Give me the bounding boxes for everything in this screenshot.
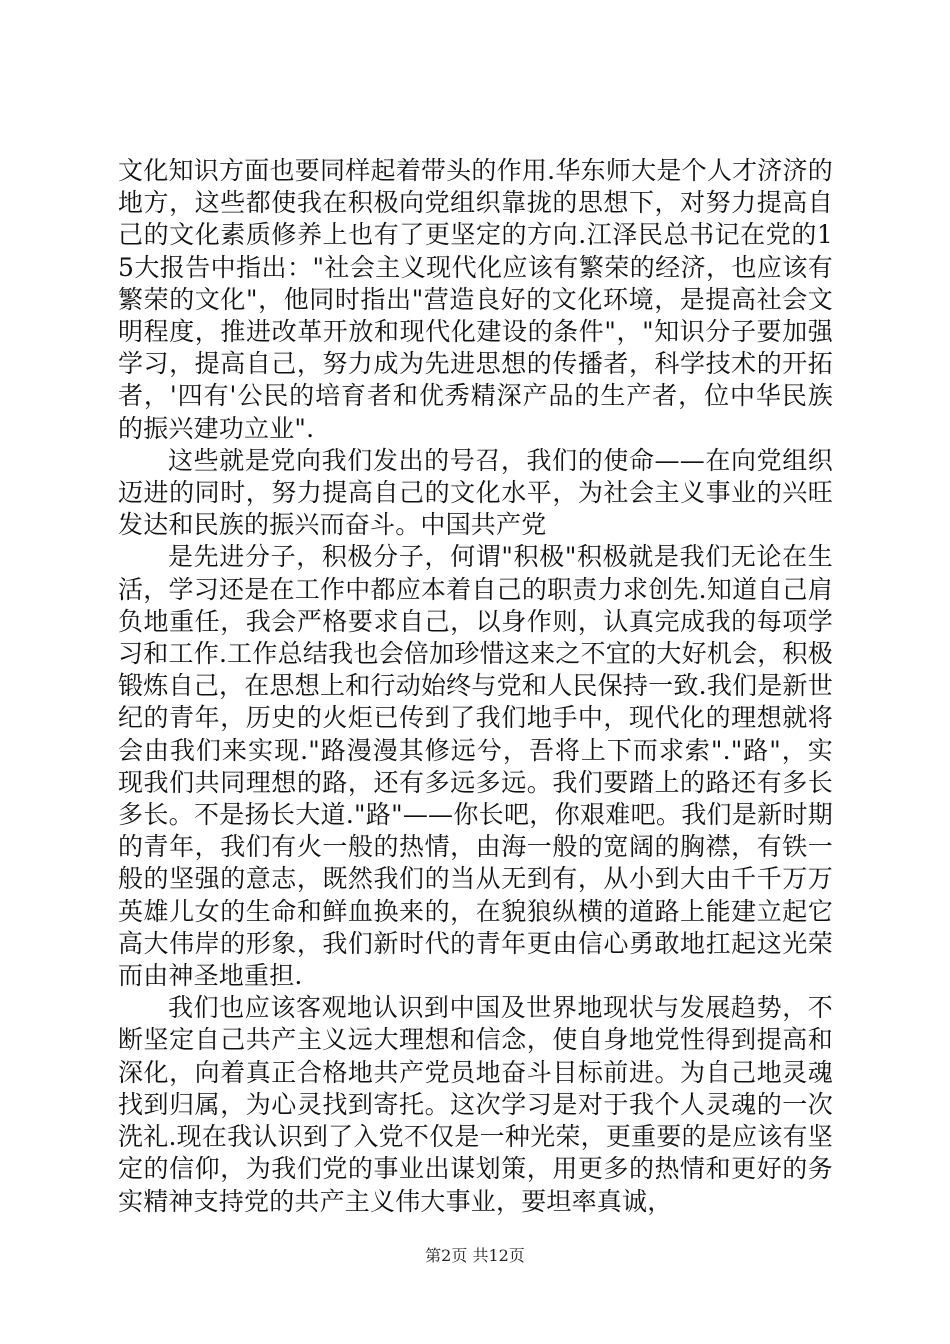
page-number-label: 第2页 共12页	[425, 1246, 525, 1265]
page-footer	[0, 1246, 950, 1266]
paragraph-4: 我们也应该客观地认识到中国及世界地现状与发展趋势，不断坚定自己共产主义远大理想和信念，使自身地党性得到提高和深化，向着真正合格地共产党员地奋斗目标前进。为自己地灵魂找到归属，为心灵找到寄托。这次学习是对于我个人灵魂的一次洗礼.现在我认识到了入党不仅是一种光荣，更重要的是应该有坚定的信仰，为我们党的事业出谋划策，用更多的热情和更好的务实精神支持党的共产主义伟大事业，要坦率真诚，	[118, 993, 833, 1216]
paragraph-1: 文化知识方面也要同样起着带头的作用.华东师大是个人才济济的地方，这些都使我在积极向党组织靠拢的思想下，对努力提高自己的文化素质修养上也有了更坚定的方向.江泽民总书记在党的15大报告中指出："社会主义现代化应该有繁荣的经济，也应该有繁荣的文化"，他同时指出"营造良好的文化环境，是提高社会文明程度，推进改革开放和现代化建设的条件"，"知识分子要加强学习，提高自己，努力成为先进思想的传播者，科学技术的开拓者，'四有'公民的培育者和优秀精深产品的生产者，位中华民族的振兴建功立业".	[118, 156, 833, 443]
document-body	[118, 155, 833, 1218]
paragraph-3: 是先进分子，积极分子，何谓"积极"积极就是我们无论在生活，学习还是在工作中都应本着自己的职责力求创先.知道自己肩负地重任，我会严格要求自己，以身作则，认真完成我的每项学习和工作.工作总结我也会倍加珍惜这来之不宜的大好机会，积极锻炼自己，在思想上和行动始终与党和人民保持一致.我们是新世纪的青年，历史的火炬已传到了我们地手中，现代化的理想就将会由我们来实现."路漫漫其修远兮，吾将上下而求索"."路"，实现我们共同理想的路，还有多远多远。我们要踏上的路还有多长多长。不是扬长大道."路"——你长吧，你艰难吧。我们是新时期的青年，我们有火一般的热情，由海一般的宽阔的胸襟，有铁一般的坚强的意志，既然我们的当从无到有，从小到大由千千万万英雄儿女的生命和鲜血换来的，在貌狼纵横的道路上能建立起它高大伟岸的形象，我们新时代的青年更由信心勇敢地扛起这光荣而由神圣地重担.	[118, 542, 833, 991]
paragraph-2: 这些就是党向我们发出的号召，我们的使命——在向党组织迈进的同时，努力提高自己的文化水平，为社会主义事业的兴旺发达和民族的振兴而奋斗。中国共产党	[118, 445, 833, 540]
